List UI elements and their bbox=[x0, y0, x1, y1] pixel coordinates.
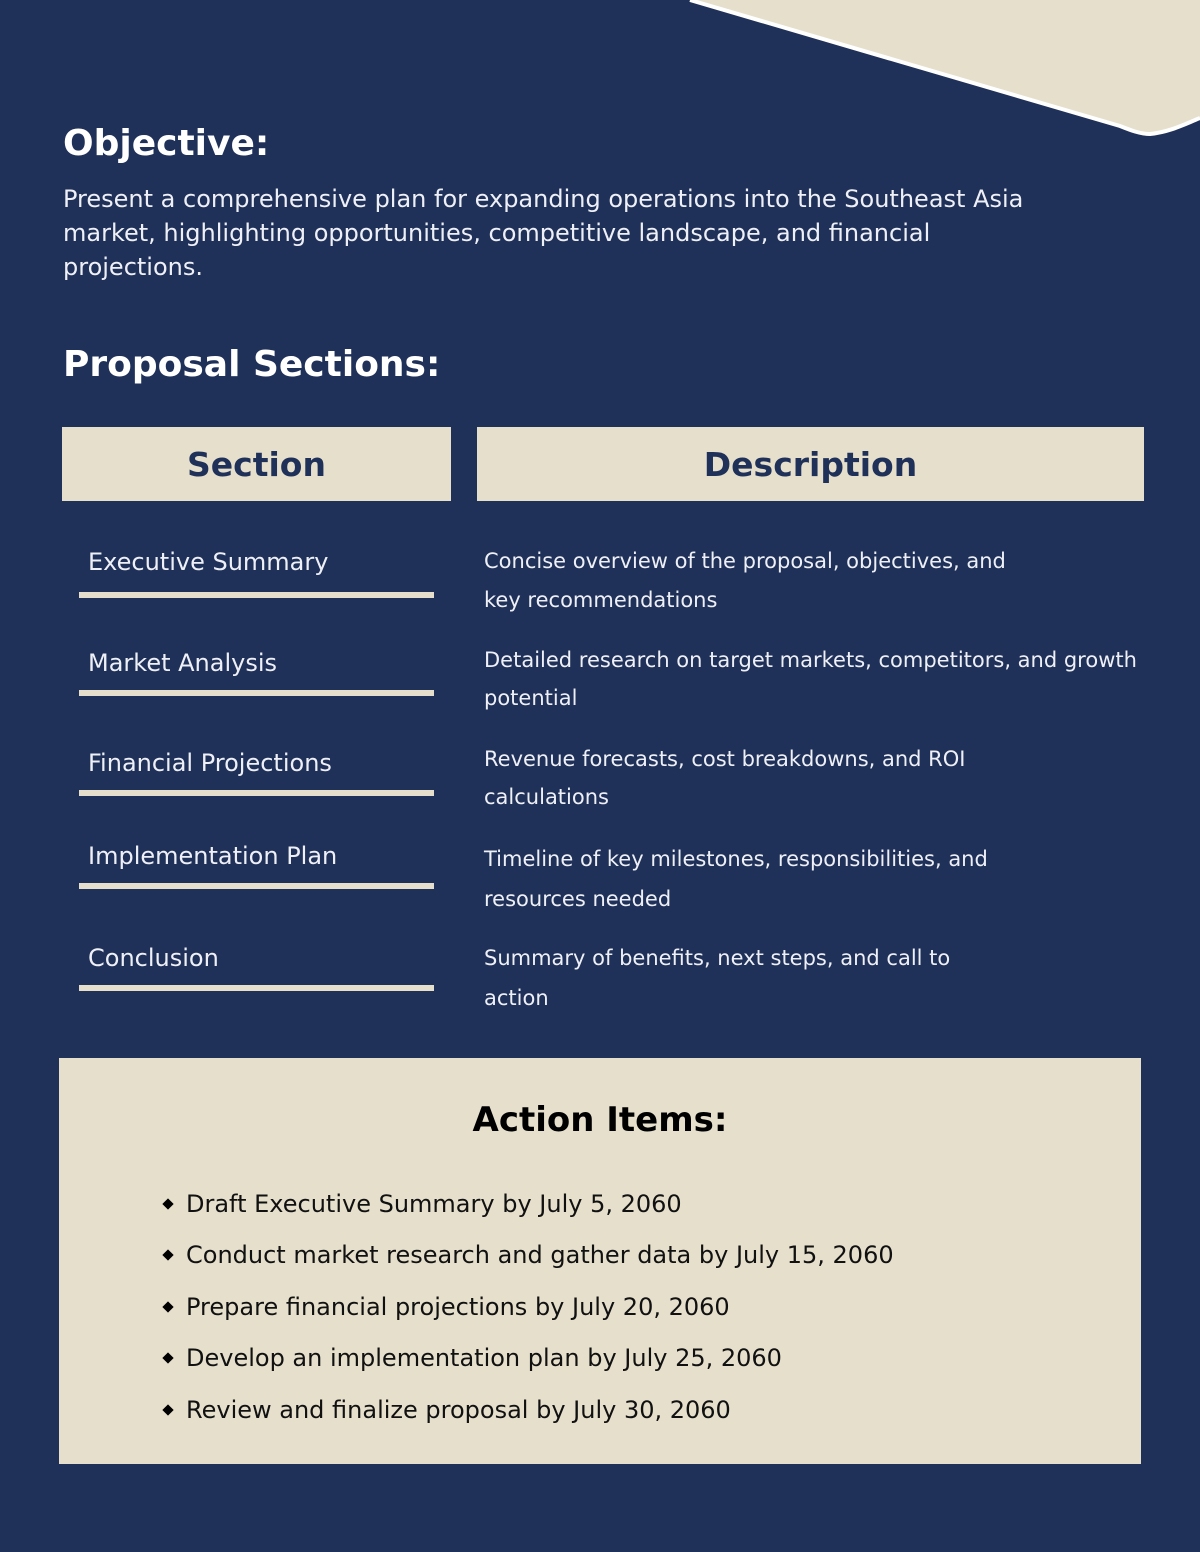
action-items-list bbox=[164, 1178, 894, 1436]
action-item-text: Conduct market research and gather data by July 15, 2060 bbox=[186, 1241, 894, 1270]
action-item-text: Draft Executive Summary by July 5, 2060 bbox=[186, 1189, 682, 1218]
section-description: Detailed research on target markets, competitors, and growth potential bbox=[484, 648, 1137, 710]
objective-heading: Objective: bbox=[63, 123, 270, 164]
diamond-bullet-icon bbox=[162, 1250, 173, 1261]
action-items-heading: Action Items: bbox=[472, 1100, 728, 1140]
section-underline bbox=[79, 883, 434, 889]
action-item bbox=[164, 1178, 894, 1230]
action-item bbox=[164, 1281, 894, 1333]
section-underline bbox=[79, 790, 434, 796]
section-description: Concise overview of the proposal, objectives, and key recommendations bbox=[484, 549, 1006, 612]
diamond-bullet-icon bbox=[162, 1353, 173, 1364]
action-item bbox=[164, 1333, 894, 1385]
section-underline bbox=[79, 592, 434, 598]
corner-decoration bbox=[0, 0, 1200, 140]
action-item-text: Prepare financial projections by July 20, 2060 bbox=[186, 1292, 730, 1321]
action-item-text: Develop an implementation plan by July 25, 2060 bbox=[186, 1344, 782, 1373]
section-name: Implementation Plan bbox=[88, 842, 338, 870]
section-description: Summary of benefits, next steps, and call to action bbox=[484, 946, 951, 1010]
section-name: Conclusion bbox=[88, 944, 219, 972]
section-underline bbox=[79, 985, 434, 991]
action-items-panel bbox=[59, 1058, 1141, 1464]
diamond-bullet-icon bbox=[162, 1198, 173, 1209]
section-name: Executive Summary bbox=[88, 548, 329, 576]
objective-text: Present a comprehensive plan for expanding operations into the Southeast Asia market, highlighting opportunities, competitive landscape, and financial projections. bbox=[63, 185, 1024, 281]
section-description: Timeline of key milestones, responsibilities, and resources needed bbox=[484, 847, 988, 911]
section-column-header: Section bbox=[62, 427, 451, 501]
diamond-bullet-icon bbox=[162, 1301, 173, 1312]
description-column-header: Description bbox=[477, 427, 1144, 501]
diamond-bullet-icon bbox=[162, 1404, 173, 1415]
section-description: Revenue forecasts, cost breakdowns, and ROI calculations bbox=[484, 747, 966, 809]
proposal-sections-heading: Proposal Sections: bbox=[63, 344, 441, 385]
section-name: Market Analysis bbox=[88, 649, 278, 677]
section-name: Financial Projections bbox=[88, 749, 332, 777]
action-item-text: Review and finalize proposal by July 30, 2060 bbox=[186, 1395, 731, 1424]
action-item bbox=[164, 1230, 894, 1282]
section-underline bbox=[79, 690, 434, 696]
action-item bbox=[164, 1384, 894, 1436]
